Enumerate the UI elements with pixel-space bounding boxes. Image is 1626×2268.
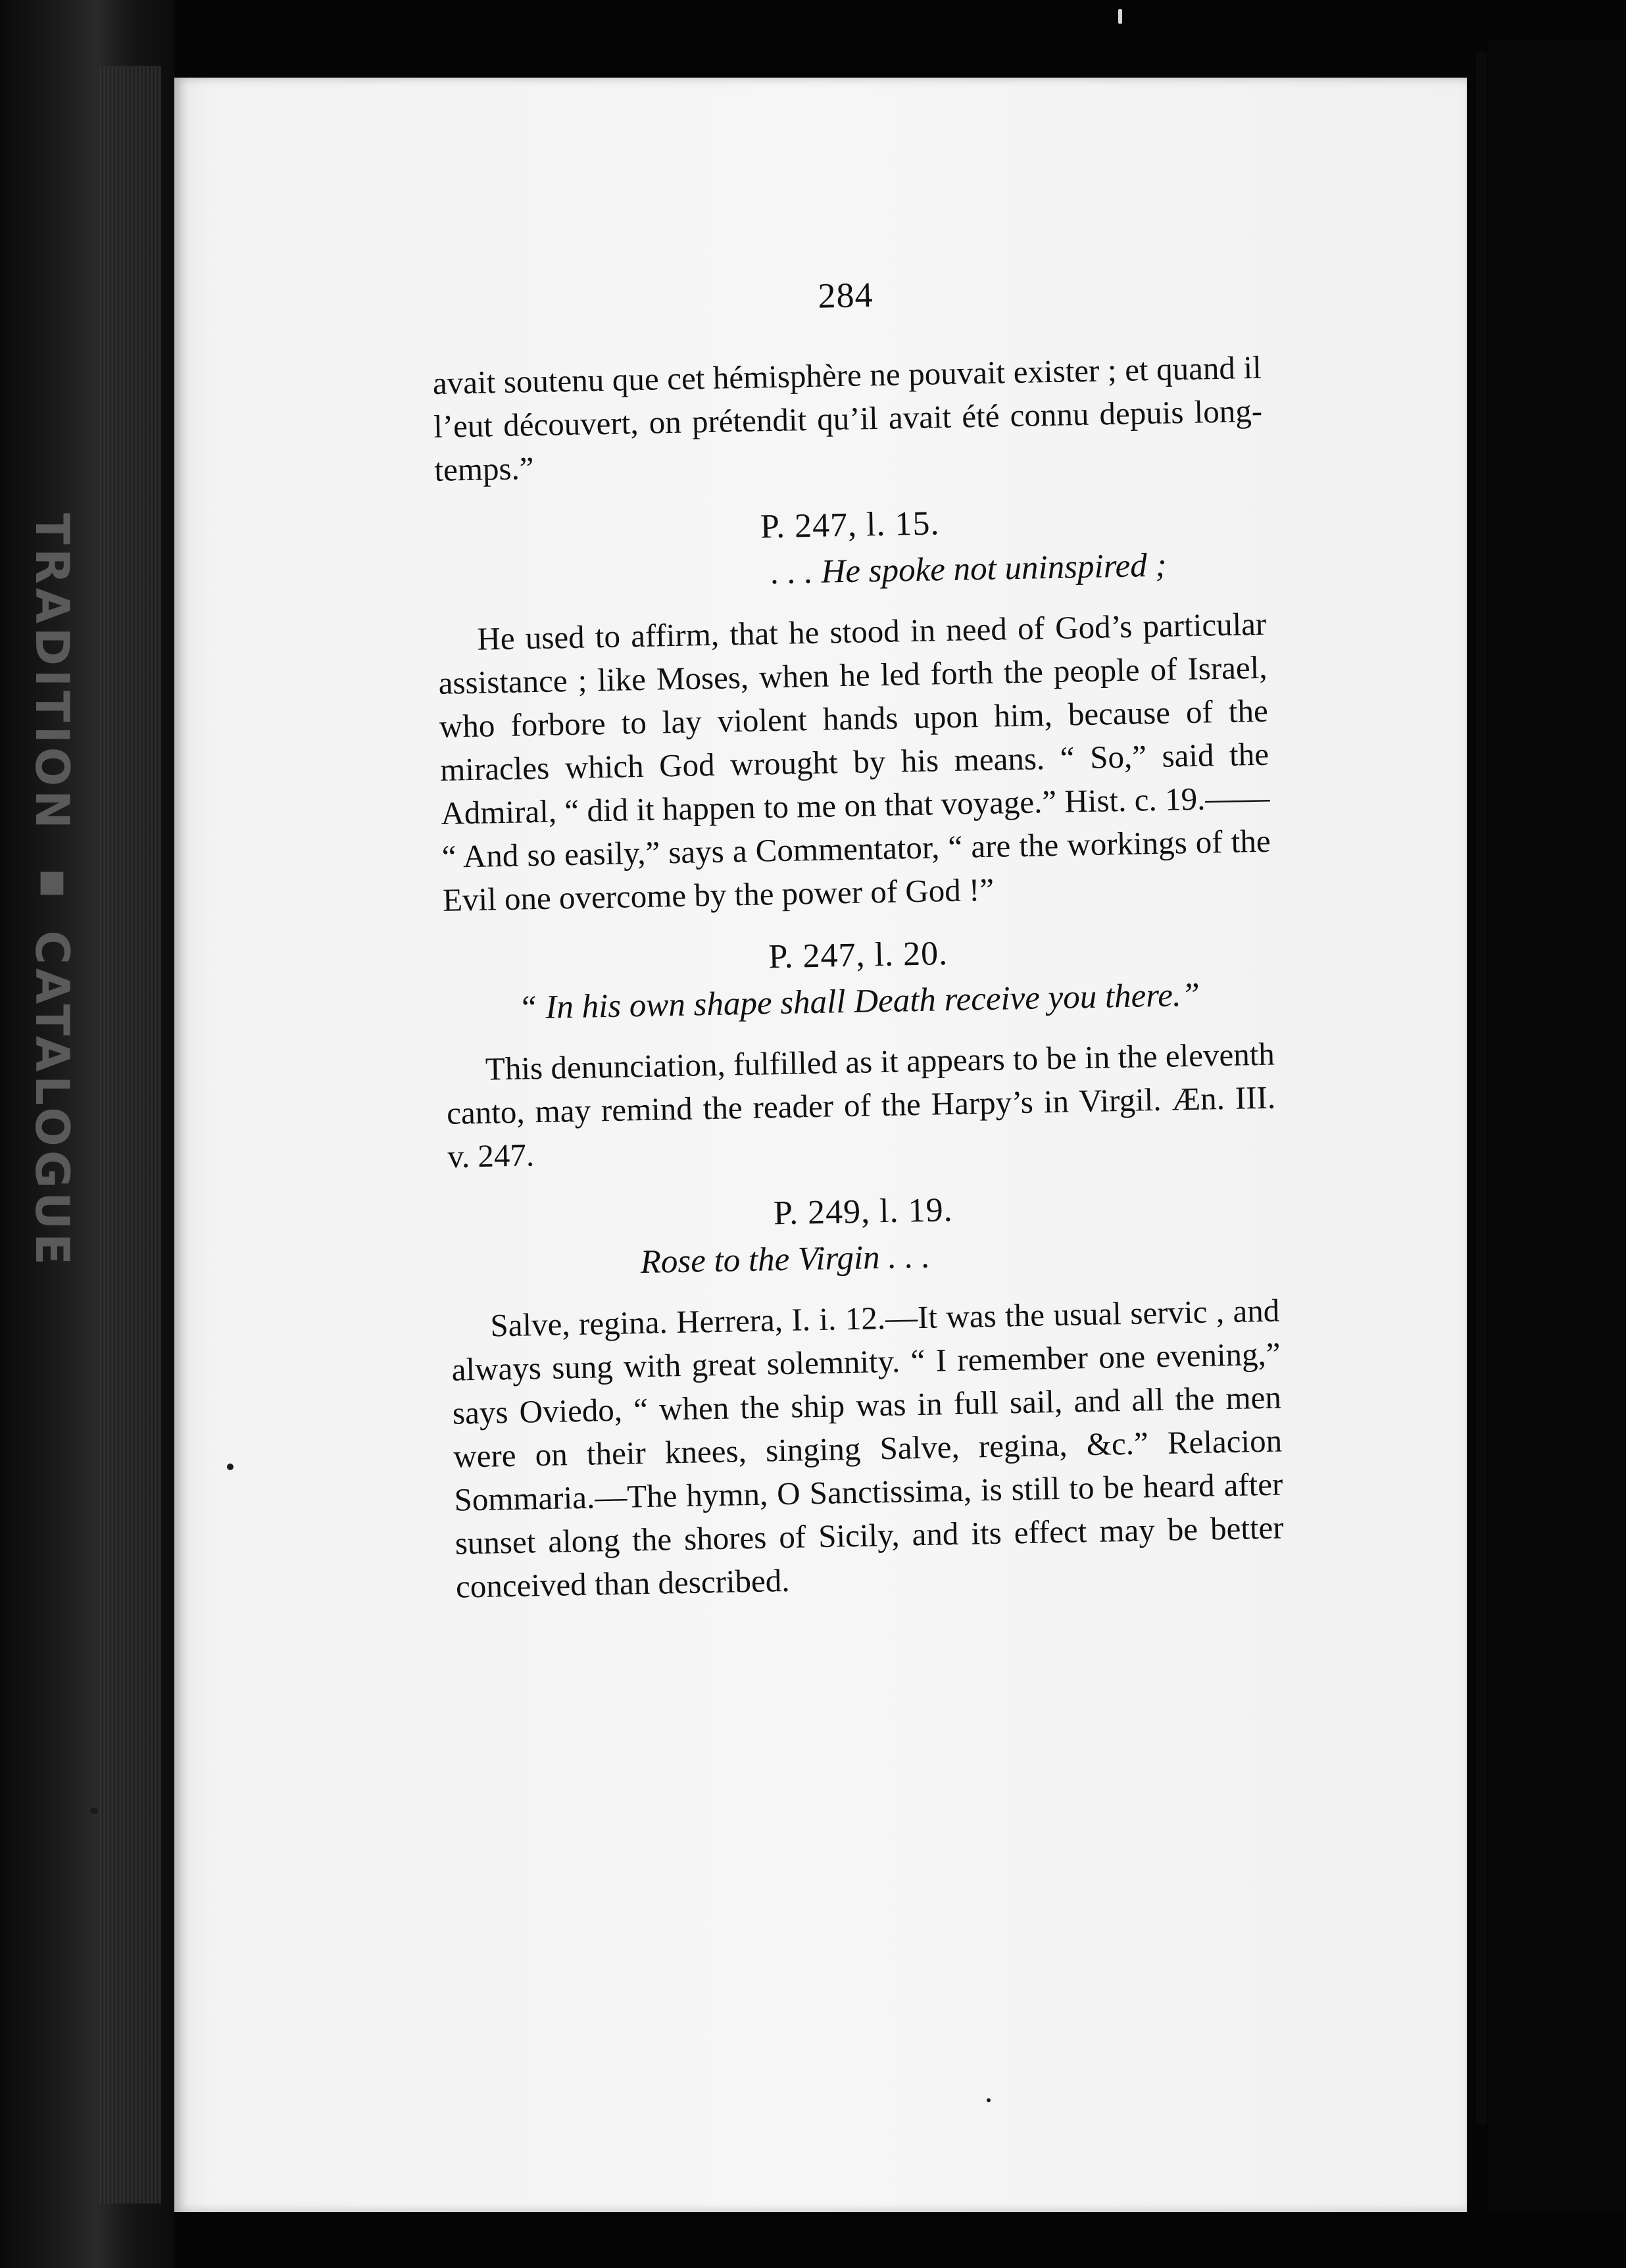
note-quote: Rose to the Virgin . . . [640,1238,931,1281]
note-body: Salve, regina. Herrera, I. i. 12.—It was the usual servic , and always sung with great solemnity. “ I remember one evening,” says Oviedo, “ when the ship was in full sail, and all the men were on their knees, singing Salve, regina, &c.” Relacion Sommaria.—The hymn, O Sanctissima, is still to be heard after sunset along the shores of Sicily, and its effect may be better conceived than described. [451,1292,1285,1605]
page-edges [99,66,161,2204]
page-number: 284 [817,275,874,316]
book-spine [0,0,174,2268]
note-3 [449,1183,1285,1609]
note-quote: . . . He spoke not uninspired ; [770,547,1167,592]
note-reference: P. 247, l. 20. [768,935,949,976]
scan-mark [1118,9,1122,24]
note-quote: “ In his own shape shall Death receive you there.” [518,976,1200,1027]
note-body: He used to affirm, that he stood in need of God’s particular assistance ; like Moses, when he led forth the people of Israel, who forbore to lay violent hands upon him, because of the miracles which God wrought by his means. “ So,” said the Admiral, “ did it happen to me on that voyage.” Hist. c. 19.—— “ And so easily,” says a Commentator, “ are the workings of the Evil one overcome by the power of God !” [438,605,1271,918]
note-1 [435,496,1272,922]
spine-label: TRADITION ▪ CATALOGUE [25,513,79,1269]
ink-speck [987,2098,991,2102]
ink-speck [227,1464,234,1470]
page-text [431,267,1285,1609]
facing-page-edge [1488,39,1626,2210]
continuation-paragraph: avait soutenu que cet hémisphère ne pouvait exister ; et quand il l’eut découvert, on prétendit qu’il avait été connu depuis long-temps.” [432,349,1263,488]
note-2 [443,926,1277,1179]
ink-speck [90,1808,98,1814]
note-reference: P. 249, l. 19. [773,1191,954,1233]
note-reference: P. 247, l. 15. [760,505,941,546]
gutter-shadow [1476,53,1487,2125]
note-body: This denunciation, fulfilled as it appears to be in the eleventh canto, may remind the reader of the Harpy’s in Virgil. Æn. III. v. 247. [446,1035,1276,1175]
